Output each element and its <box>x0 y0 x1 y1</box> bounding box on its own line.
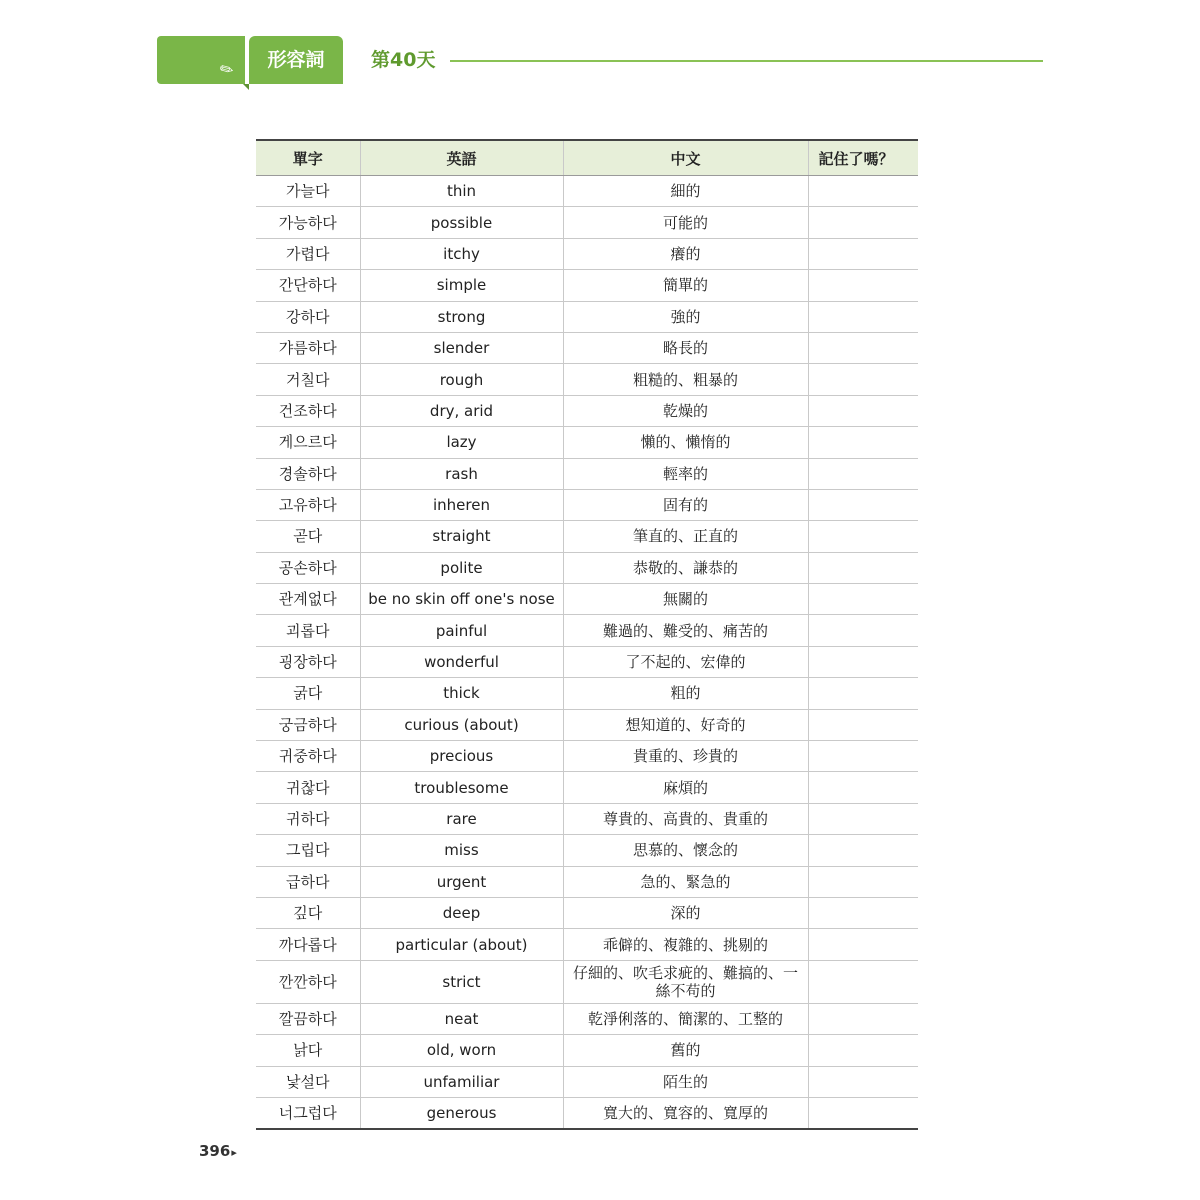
english-cell: painful <box>360 615 563 646</box>
word-cell: 까다롭다 <box>256 929 360 960</box>
word-cell: 깐깐하다 <box>256 960 360 1003</box>
table-row <box>256 489 918 520</box>
word-cell: 고유하다 <box>256 489 360 520</box>
chinese-cell: 癢的 <box>563 238 808 269</box>
chinese-cell: 急的、緊急的 <box>563 866 808 897</box>
table-row <box>256 866 918 897</box>
english-cell: precious <box>360 741 563 772</box>
english-cell: generous <box>360 1097 563 1129</box>
memorized-cell[interactable] <box>808 960 918 1003</box>
english-cell: deep <box>360 897 563 928</box>
chinese-cell: 貴重的、珍貴的 <box>563 741 808 772</box>
memorized-cell[interactable] <box>808 1035 918 1066</box>
chinese-cell: 陌生的 <box>563 1066 808 1097</box>
table-row <box>256 646 918 677</box>
word-cell: 건조하다 <box>256 395 360 426</box>
table-row <box>256 521 918 552</box>
word-cell: 낯설다 <box>256 1066 360 1097</box>
chinese-cell: 麻煩的 <box>563 772 808 803</box>
chinese-cell: 乾淨俐落的、簡潔的、工整的 <box>563 1003 808 1034</box>
table-row <box>256 332 918 363</box>
english-cell: miss <box>360 835 563 866</box>
memorized-cell[interactable] <box>808 741 918 772</box>
memorized-cell[interactable] <box>808 897 918 928</box>
chinese-cell: 寬大的、寬容的、寬厚的 <box>563 1097 808 1129</box>
memorized-cell[interactable] <box>808 489 918 520</box>
memorized-cell[interactable] <box>808 1066 918 1097</box>
word-cell: 귀찮다 <box>256 772 360 803</box>
english-cell: rash <box>360 458 563 489</box>
word-cell: 귀하다 <box>256 803 360 834</box>
table-row <box>256 270 918 301</box>
pencil-icon: ✎ <box>215 57 237 82</box>
english-cell: neat <box>360 1003 563 1034</box>
table-row <box>256 552 918 583</box>
english-cell: curious (about) <box>360 709 563 740</box>
memorized-cell[interactable] <box>808 1097 918 1129</box>
english-cell: dry, arid <box>360 395 563 426</box>
page-number <box>199 1142 237 1160</box>
arrow-right-icon: ▸ <box>231 1146 237 1159</box>
memorized-cell[interactable] <box>808 301 918 332</box>
word-cell: 곧다 <box>256 521 360 552</box>
table-row <box>256 678 918 709</box>
chinese-cell: 粗糙的、粗暴的 <box>563 364 808 395</box>
word-cell: 경솔하다 <box>256 458 360 489</box>
chinese-cell: 筆直的、正直的 <box>563 521 808 552</box>
english-cell: lazy <box>360 427 563 458</box>
english-cell: unfamiliar <box>360 1066 563 1097</box>
memorized-cell[interactable] <box>808 678 918 709</box>
header-divider <box>450 60 1043 62</box>
word-cell: 귀중하다 <box>256 741 360 772</box>
memorized-cell[interactable] <box>808 364 918 395</box>
memorized-cell[interactable] <box>808 521 918 552</box>
category-tab: 形容詞 <box>249 36 343 84</box>
column-header-memorized: 記住了嗎？ <box>808 140 918 176</box>
chinese-cell: 深的 <box>563 897 808 928</box>
column-header-word: 單字 <box>256 140 360 176</box>
table-row <box>256 458 918 489</box>
english-cell: polite <box>360 552 563 583</box>
english-cell: simple <box>360 270 563 301</box>
english-cell: be no skin off one's nose <box>360 584 563 615</box>
english-cell: troublesome <box>360 772 563 803</box>
chinese-cell: 無關的 <box>563 584 808 615</box>
english-cell: straight <box>360 521 563 552</box>
word-cell: 공손하다 <box>256 552 360 583</box>
page-number-value: 396 <box>199 1142 231 1160</box>
column-header-english: 英語 <box>360 140 563 176</box>
chinese-cell: 思慕的、懷念的 <box>563 835 808 866</box>
memorized-cell[interactable] <box>808 835 918 866</box>
chinese-cell: 粗的 <box>563 678 808 709</box>
memorized-cell[interactable] <box>808 866 918 897</box>
column-header-chinese: 中文 <box>563 140 808 176</box>
table-row <box>256 207 918 238</box>
table-header-row <box>256 140 918 176</box>
english-cell: inheren <box>360 489 563 520</box>
table-row <box>256 176 918 207</box>
word-cell: 거칠다 <box>256 364 360 395</box>
chinese-cell: 難過的、難受的、痛苦的 <box>563 615 808 646</box>
word-cell: 너그럽다 <box>278 1104 337 1123</box>
table-row <box>256 301 918 332</box>
chinese-cell: 了不起的、宏偉的 <box>563 646 808 677</box>
table-row <box>256 960 918 1003</box>
memorized-cell[interactable] <box>808 552 918 583</box>
english-cell: itchy <box>360 238 563 269</box>
word-cell: 굉장하다 <box>256 646 360 677</box>
day-label: 第40天 <box>371 49 436 71</box>
table-row <box>256 803 918 834</box>
memorized-cell[interactable] <box>808 458 918 489</box>
table-row <box>256 929 918 960</box>
chinese-cell: 輕率的 <box>563 458 808 489</box>
chinese-cell: 細的 <box>563 176 808 207</box>
word-cell: 간단하다 <box>256 270 360 301</box>
word-cell: 궁금하다 <box>256 709 360 740</box>
chinese-cell: 尊貴的、高貴的、貴重的 <box>563 803 808 834</box>
chinese-cell: 恭敬的、謙恭的 <box>563 552 808 583</box>
word-cell: 굵다 <box>256 678 360 709</box>
table-row <box>256 364 918 395</box>
table-row <box>256 741 918 772</box>
chinese-cell: 強的 <box>563 301 808 332</box>
english-cell: urgent <box>360 866 563 897</box>
word-cell: 깔끔하다 <box>256 1003 360 1034</box>
english-cell: wonderful <box>360 646 563 677</box>
table-row <box>256 427 918 458</box>
chinese-cell: 想知道的、好奇的 <box>563 709 808 740</box>
english-cell: strict <box>360 960 563 1003</box>
memorized-cell[interactable] <box>808 646 918 677</box>
word-cell: 가렵다 <box>256 238 360 269</box>
word-cell: 가능하다 <box>256 207 360 238</box>
memorized-cell[interactable] <box>808 395 918 426</box>
table-row <box>256 1066 918 1097</box>
english-cell: slender <box>360 332 563 363</box>
page-header <box>157 36 1047 88</box>
english-cell: strong <box>360 301 563 332</box>
chinese-cell: 懶的、懶惰的 <box>563 427 808 458</box>
word-cell: 관계없다 <box>256 584 360 615</box>
word-cell: 게으르다 <box>256 427 360 458</box>
table-row <box>256 709 918 740</box>
memorized-cell[interactable] <box>808 332 918 363</box>
word-cell: 그립다 <box>256 835 360 866</box>
english-cell: old, worn <box>360 1035 563 1066</box>
word-cell: 급하다 <box>256 866 360 897</box>
memorized-cell[interactable] <box>808 803 918 834</box>
table-row <box>256 1035 918 1066</box>
table-row <box>256 1097 918 1129</box>
memorized-cell[interactable] <box>808 615 918 646</box>
word-cell: 낡다 <box>256 1035 360 1066</box>
vocabulary-table <box>256 139 918 1130</box>
header-tab-decoration <box>157 36 245 84</box>
memorized-cell[interactable] <box>808 772 918 803</box>
chinese-cell: 簡單的 <box>563 270 808 301</box>
table-row <box>256 238 918 269</box>
memorized-cell[interactable] <box>808 207 918 238</box>
table-row <box>256 615 918 646</box>
memorized-cell[interactable] <box>808 427 918 458</box>
word-cell: 갸름하다 <box>256 332 360 363</box>
table-row <box>256 897 918 928</box>
chinese-cell: 乾燥的 <box>563 395 808 426</box>
memorized-cell[interactable] <box>808 584 918 615</box>
table-row <box>256 772 918 803</box>
table-body <box>256 176 918 1130</box>
chinese-cell: 固有的 <box>563 489 808 520</box>
memorized-cell[interactable] <box>808 1003 918 1034</box>
memorized-cell[interactable] <box>808 929 918 960</box>
chinese-cell: 仔細的、吹毛求疵的、難搞的、一絲不苟的 <box>563 960 808 1003</box>
chinese-cell: 略長的 <box>563 332 808 363</box>
english-cell: thin <box>360 176 563 207</box>
english-cell: rare <box>360 803 563 834</box>
table-row <box>256 395 918 426</box>
table-row <box>256 584 918 615</box>
memorized-cell[interactable] <box>808 270 918 301</box>
word-cell: 가늘다 <box>256 176 360 207</box>
english-cell: particular (about) <box>360 929 563 960</box>
table-row <box>256 1003 918 1034</box>
english-cell: thick <box>360 678 563 709</box>
chinese-cell: 可能的 <box>563 207 808 238</box>
word-cell: 괴롭다 <box>256 615 360 646</box>
word-cell: 강하다 <box>256 301 360 332</box>
chinese-cell: 舊的 <box>563 1035 808 1066</box>
memorized-cell[interactable] <box>808 176 918 207</box>
chinese-cell: 乖僻的、複雜的、挑剔的 <box>563 929 808 960</box>
english-cell: rough <box>360 364 563 395</box>
table-row <box>256 835 918 866</box>
word-cell: 깊다 <box>256 897 360 928</box>
memorized-cell[interactable] <box>808 238 918 269</box>
memorized-cell[interactable] <box>808 709 918 740</box>
english-cell: possible <box>360 207 563 238</box>
